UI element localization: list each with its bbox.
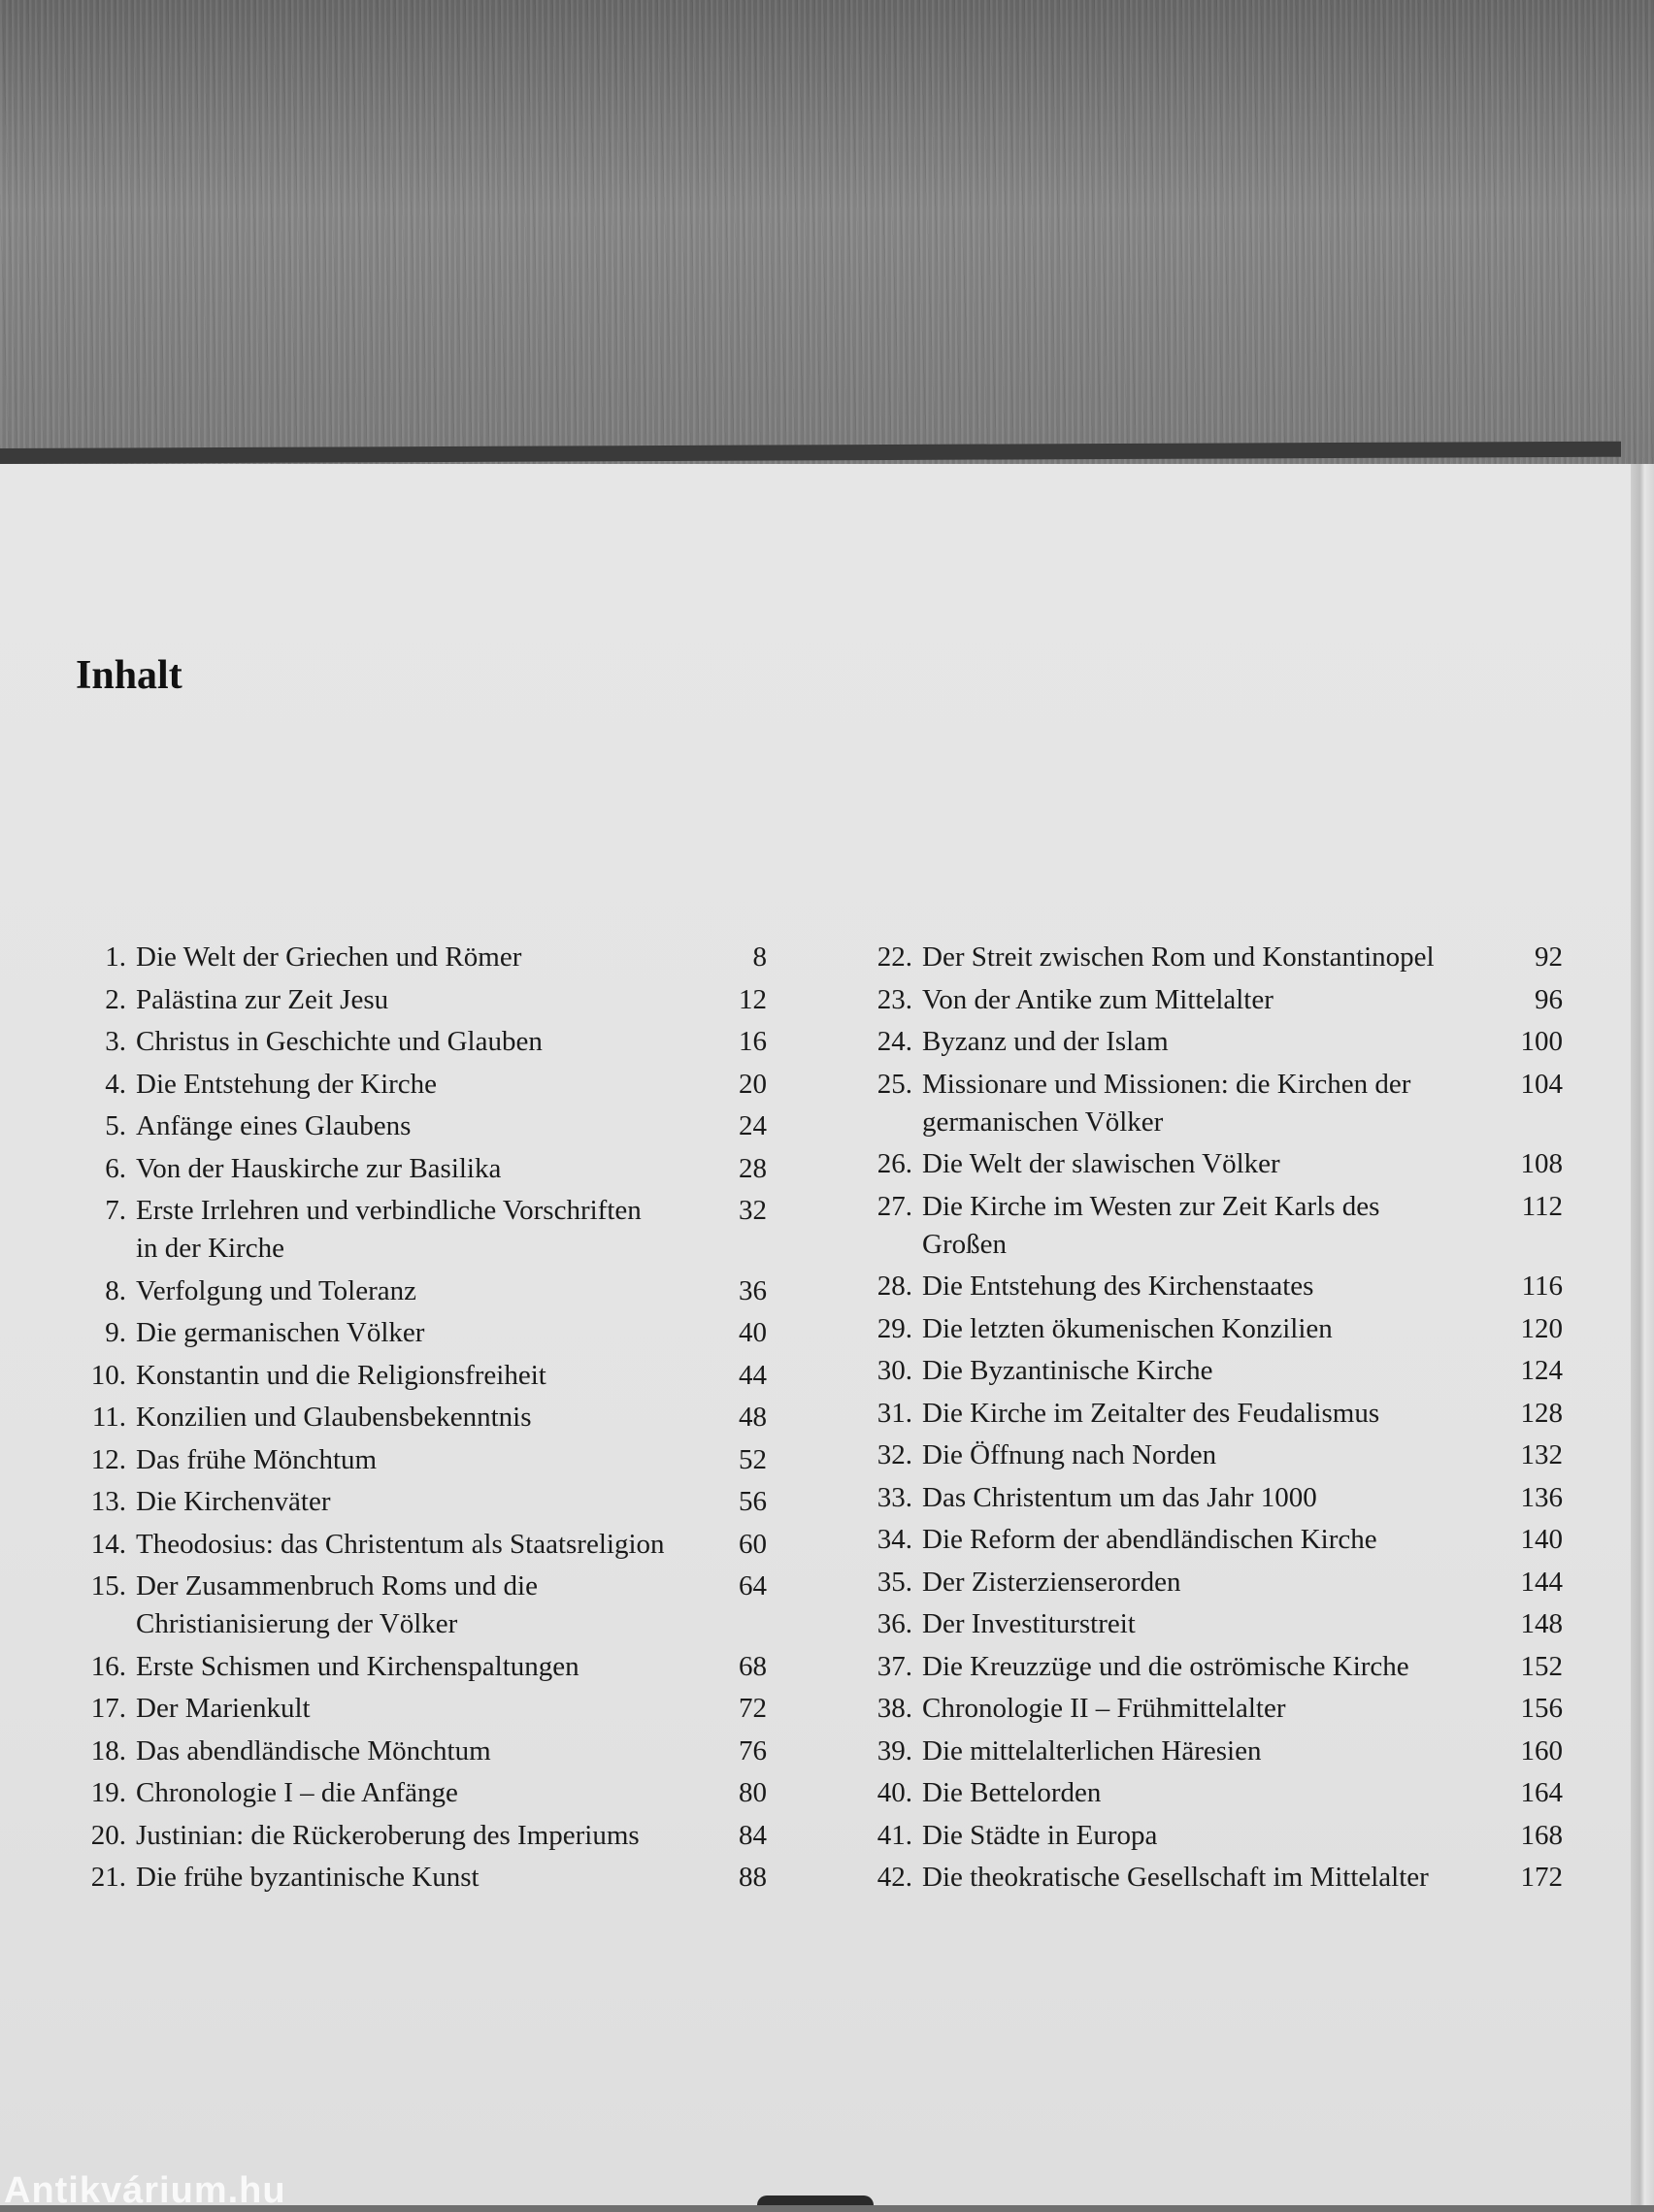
toc-entry bbox=[854, 1733, 1563, 1770]
toc-entry-number: 25. bbox=[877, 1068, 912, 1100]
toc-entry-page: 32 bbox=[739, 1195, 767, 1226]
toc-entry-page: 156 bbox=[1520, 1693, 1563, 1724]
toc-entry-number: 6. bbox=[105, 1152, 126, 1184]
toc-entry bbox=[68, 1107, 767, 1145]
toc-entry-number: 35. bbox=[877, 1566, 912, 1598]
toc-entry bbox=[854, 1436, 1563, 1474]
toc-entry-number: 39. bbox=[877, 1734, 912, 1766]
toc-entry-number: 26. bbox=[877, 1148, 912, 1179]
toc-entry bbox=[854, 1690, 1563, 1728]
toc-entry-page: 64 bbox=[739, 1570, 767, 1601]
toc-entry-title: Die Welt der slawischen Völker bbox=[922, 1148, 1280, 1179]
toc-entry-title: Der Streit zwischen Rom und Konstantinopel bbox=[922, 941, 1435, 973]
toc-entry bbox=[68, 1066, 767, 1104]
toc-entry bbox=[68, 1150, 767, 1188]
toc-entry-title: Theodosius: das Christentum als Staatsreligion bbox=[136, 1528, 665, 1560]
toc-entry-number: 37. bbox=[877, 1650, 912, 1682]
toc-entry-title: Die Byzantinische Kirche bbox=[922, 1355, 1213, 1386]
toc-entry-number: 31. bbox=[877, 1397, 912, 1429]
toc-entry-page: 124 bbox=[1520, 1355, 1563, 1386]
toc-entry-number: 32. bbox=[877, 1439, 912, 1470]
toc-entry-page: 88 bbox=[739, 1862, 767, 1893]
toc-entry-title: Die Städte in Europa bbox=[922, 1819, 1158, 1851]
toc-column-right bbox=[854, 939, 1563, 1901]
toc-entry-number: 9. bbox=[105, 1317, 126, 1348]
toc-entry-number: 36. bbox=[877, 1608, 912, 1639]
toc-entry-number: 22. bbox=[877, 941, 912, 973]
toc-entry bbox=[854, 1648, 1563, 1686]
bottom-stamp bbox=[757, 2195, 874, 2205]
page-title: Inhalt bbox=[76, 653, 182, 698]
toc-entry-page: 72 bbox=[739, 1693, 767, 1724]
toc-entry bbox=[854, 1521, 1563, 1559]
toc-entry-number: 19. bbox=[90, 1777, 126, 1808]
toc-entry-number: 41. bbox=[877, 1819, 912, 1851]
toc-entry-number: 28. bbox=[877, 1271, 912, 1302]
toc-entry bbox=[854, 1188, 1563, 1264]
toc-entry-number: 16. bbox=[90, 1650, 126, 1682]
toc-entry-page: 8 bbox=[752, 941, 767, 973]
toc-entry-title: Chronologie II – Frühmittelalter bbox=[922, 1693, 1286, 1724]
toc-entry-title: Die Öffnung nach Norden bbox=[922, 1439, 1217, 1470]
toc-entry-title: Erste Schismen und Kirchenspaltungen bbox=[136, 1650, 579, 1682]
toc-entry bbox=[854, 1268, 1563, 1305]
toc-entry-number: 5. bbox=[105, 1110, 126, 1141]
toc-entry-number: 11. bbox=[91, 1402, 126, 1433]
toc-entry-title: Chronologie I – die Anfänge bbox=[136, 1777, 458, 1808]
toc-entry bbox=[854, 1066, 1563, 1141]
page-stack-edge bbox=[1631, 464, 1654, 2205]
toc-entry bbox=[854, 1145, 1563, 1183]
toc-entry-title: Die Entstehung der Kirche bbox=[136, 1068, 438, 1100]
toc-entry-page: 68 bbox=[739, 1650, 767, 1682]
toc-entry bbox=[68, 981, 767, 1019]
toc-entry bbox=[68, 1859, 767, 1897]
toc-entry-title: Das frühe Mönchtum bbox=[136, 1443, 378, 1475]
toc-entry bbox=[68, 1648, 767, 1686]
toc-entry-page: 104 bbox=[1520, 1068, 1563, 1100]
toc-entry-title: Konzilien und Glaubensbekenntnis bbox=[136, 1402, 532, 1433]
toc-entry-page: 84 bbox=[739, 1819, 767, 1851]
toc-entry-page: 140 bbox=[1520, 1524, 1563, 1555]
toc-entry bbox=[68, 1314, 767, 1352]
toc-entry-number: 18. bbox=[90, 1734, 126, 1766]
toc-entry-number: 1. bbox=[105, 941, 126, 973]
toc-entry-number: 40. bbox=[877, 1777, 912, 1808]
toc-entry-title: Die Reform der abendländischen Kirche bbox=[922, 1524, 1377, 1555]
toc-entry-page: 112 bbox=[1521, 1190, 1563, 1222]
toc-entry-number: 27. bbox=[877, 1190, 912, 1222]
toc-entry-title: Die Kirchenväter bbox=[136, 1486, 331, 1517]
toc-entry bbox=[68, 1441, 767, 1479]
toc-entry-title: Die letzten ökumenischen Konzilien bbox=[922, 1312, 1333, 1344]
toc-entry-title: Das Christentum um das Jahr 1000 bbox=[922, 1481, 1317, 1513]
toc-entry-title: Die mittelalterlichen Häresien bbox=[922, 1734, 1262, 1766]
toc-entry-title: Konstantin und die Religionsfreiheit bbox=[136, 1359, 546, 1391]
toc-entry bbox=[854, 1479, 1563, 1517]
toc-entry-title: Die Kreuzzüge und die oströmische Kirche bbox=[922, 1650, 1409, 1682]
toc-entry bbox=[68, 1526, 767, 1564]
toc-entry bbox=[68, 939, 767, 976]
toc-entry bbox=[854, 981, 1563, 1019]
toc-entry-number: 20. bbox=[90, 1819, 126, 1851]
toc-entry-number: 14. bbox=[90, 1528, 126, 1560]
toc-entry-title: Die theokratische Gesellschaft im Mittelalter bbox=[922, 1862, 1429, 1893]
toc-entry bbox=[68, 1774, 767, 1812]
toc-entry-title: Die germanischen Völker bbox=[136, 1317, 425, 1348]
toc-entry-title: Der Investiturstreit bbox=[922, 1608, 1136, 1639]
watermark: Antikvárium.hu bbox=[4, 2170, 286, 2211]
toc-entry-number: 8. bbox=[105, 1274, 126, 1306]
toc-entry bbox=[854, 1395, 1563, 1433]
toc-entry-title: Die Kirche im Westen zur Zeit Karls des Großen bbox=[922, 1190, 1380, 1260]
toc-entry bbox=[854, 1774, 1563, 1812]
toc-entry bbox=[68, 1733, 767, 1770]
toc-entry-page: 96 bbox=[1535, 983, 1563, 1015]
toc-entry-title: Die frühe byzantinische Kunst bbox=[136, 1862, 480, 1893]
toc-entry-number: 7. bbox=[105, 1195, 126, 1226]
toc-entry bbox=[854, 1859, 1563, 1897]
toc-entry bbox=[854, 1564, 1563, 1601]
toc-entry-page: 20 bbox=[739, 1068, 767, 1100]
toc-entry bbox=[68, 1399, 767, 1436]
toc-entry-page: 128 bbox=[1520, 1397, 1563, 1429]
toc-entry-title: Von der Hauskirche zur Basilika bbox=[136, 1152, 502, 1184]
toc-entry-page: 92 bbox=[1535, 941, 1563, 973]
toc-entry-number: 3. bbox=[105, 1026, 126, 1057]
toc-entry-title: Verfolgung und Toleranz bbox=[136, 1274, 416, 1306]
toc-entry-number: 12. bbox=[90, 1443, 126, 1475]
toc-entry-title: Das abendländische Mönchtum bbox=[136, 1734, 491, 1766]
toc-entry-number: 42. bbox=[877, 1862, 912, 1893]
toc-entry bbox=[68, 1023, 767, 1061]
toc-entry-title: Die Bettelorden bbox=[922, 1777, 1102, 1808]
toc-entry-page: 144 bbox=[1520, 1566, 1563, 1598]
toc-entry-title: Die Kirche im Zeitalter des Feudalismus bbox=[922, 1397, 1380, 1429]
toc-entry bbox=[854, 1817, 1563, 1855]
toc-entry-page: 100 bbox=[1520, 1026, 1563, 1057]
toc-entry bbox=[854, 1605, 1563, 1643]
toc-entry-title: Der Zisterzienserorden bbox=[922, 1566, 1181, 1598]
toc-entry bbox=[68, 1690, 767, 1728]
toc-entry-page: 24 bbox=[739, 1110, 767, 1141]
table-surface bbox=[0, 0, 1654, 466]
toc-entry-number: 34. bbox=[877, 1524, 912, 1555]
toc-entry bbox=[68, 1817, 767, 1855]
toc-entry-number: 23. bbox=[877, 983, 912, 1015]
toc-entry-number: 29. bbox=[877, 1312, 912, 1344]
toc-entry-title: Justinian: die Rückeroberung des Imperiums bbox=[136, 1819, 640, 1851]
toc-entry-page: 160 bbox=[1520, 1734, 1563, 1766]
toc-entry-page: 132 bbox=[1520, 1439, 1563, 1470]
toc-entry bbox=[854, 1310, 1563, 1348]
toc-entry bbox=[854, 1023, 1563, 1061]
toc-entry-page: 120 bbox=[1520, 1312, 1563, 1344]
toc-entry-number: 17. bbox=[90, 1693, 126, 1724]
toc-entry-page: 60 bbox=[739, 1528, 767, 1560]
toc-entry bbox=[68, 1568, 767, 1643]
toc-entry-page: 44 bbox=[739, 1359, 767, 1391]
toc-entry-title: Anfänge eines Glaubens bbox=[136, 1110, 412, 1141]
toc-entry-number: 10. bbox=[90, 1359, 126, 1391]
toc-entry-page: 48 bbox=[739, 1402, 767, 1433]
toc-entry-page: 108 bbox=[1520, 1148, 1563, 1179]
toc-entry-number: 15. bbox=[90, 1570, 126, 1601]
toc-entry bbox=[854, 1352, 1563, 1390]
toc-entry-page: 164 bbox=[1520, 1777, 1563, 1808]
toc-entry-number: 33. bbox=[877, 1481, 912, 1513]
toc-entry-title: Von der Antike zum Mittelalter bbox=[922, 983, 1274, 1015]
toc-entry bbox=[68, 1483, 767, 1521]
toc-entry-title: Der Zusammenbruch Roms und die Christianisierung der Völker bbox=[136, 1570, 538, 1639]
toc-entry-title: Die Welt der Griechen und Römer bbox=[136, 941, 522, 973]
toc-entry-number: 24. bbox=[877, 1026, 912, 1057]
toc-entry bbox=[68, 1192, 767, 1268]
toc-column-left bbox=[68, 939, 767, 1901]
toc-entry-page: 36 bbox=[739, 1274, 767, 1306]
toc-entry-page: 52 bbox=[739, 1443, 767, 1475]
toc-entry-number: 21. bbox=[90, 1862, 126, 1893]
toc-entry-page: 28 bbox=[739, 1152, 767, 1184]
toc-entry-title: Palästina zur Zeit Jesu bbox=[136, 983, 389, 1015]
toc-entry-page: 80 bbox=[739, 1777, 767, 1808]
toc-entry bbox=[854, 939, 1563, 976]
toc-entry-number: 30. bbox=[877, 1355, 912, 1386]
toc-entry-page: 16 bbox=[739, 1026, 767, 1057]
toc-entry-page: 136 bbox=[1520, 1481, 1563, 1513]
toc-entry-title: Missionare und Missionen: die Kirchen der germanischen Völker bbox=[922, 1068, 1411, 1138]
toc-entry-number: 2. bbox=[105, 983, 126, 1015]
toc-entry-page: 152 bbox=[1520, 1650, 1563, 1682]
toc-entry-page: 172 bbox=[1520, 1862, 1563, 1893]
toc-entry bbox=[68, 1272, 767, 1310]
toc-entry-title: Der Marienkult bbox=[136, 1693, 311, 1724]
toc-entry bbox=[68, 1357, 767, 1395]
toc-entry-title: Die Entstehung des Kirchenstaates bbox=[922, 1271, 1314, 1302]
toc-entry-page: 40 bbox=[739, 1317, 767, 1348]
toc-entry-page: 56 bbox=[739, 1486, 767, 1517]
toc-entry-page: 76 bbox=[739, 1734, 767, 1766]
toc-entry-page: 168 bbox=[1520, 1819, 1563, 1851]
toc-entry-number: 4. bbox=[105, 1068, 126, 1100]
toc-entry-page: 116 bbox=[1521, 1271, 1563, 1302]
toc-entry-number: 13. bbox=[90, 1486, 126, 1517]
toc-entry-title: Christus in Geschichte und Glauben bbox=[136, 1026, 543, 1057]
toc-entry-title: Byzanz und der Islam bbox=[922, 1026, 1169, 1057]
toc-entry-page: 148 bbox=[1520, 1608, 1563, 1639]
toc-entry-title: Erste Irrlehren und verbindliche Vorschriften in der Kirche bbox=[136, 1195, 642, 1264]
toc-entry-page: 12 bbox=[739, 983, 767, 1015]
toc-entry-number: 38. bbox=[877, 1693, 912, 1724]
